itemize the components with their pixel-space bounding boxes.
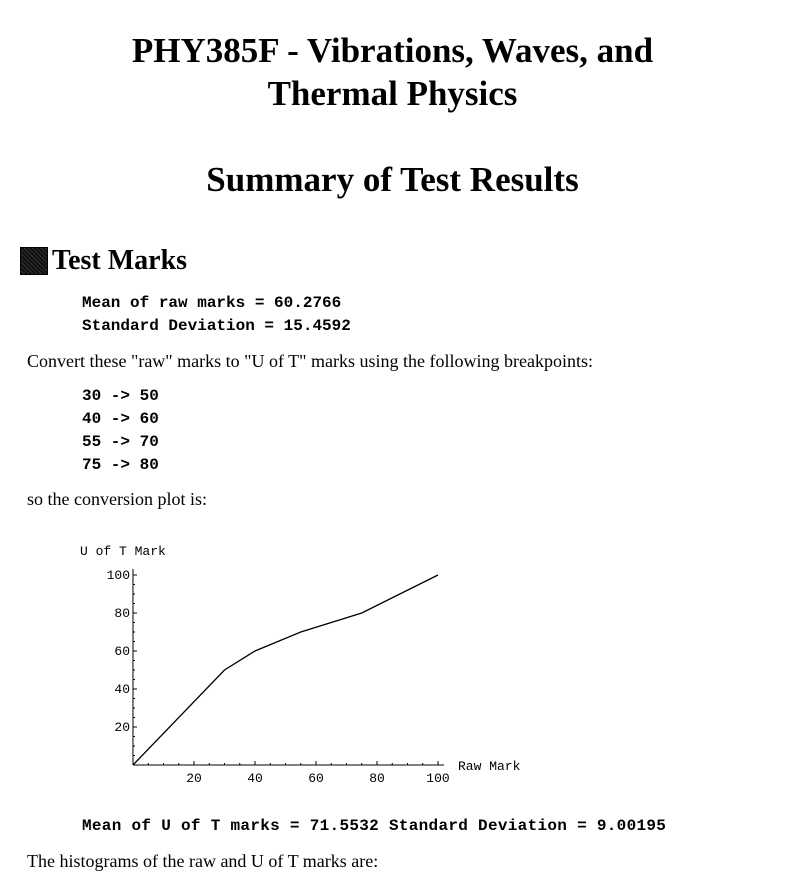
x-tick-label: 40	[247, 771, 263, 786]
convert-paragraph: Convert these "raw" marks to "U of T" marks using the following breakpoints:	[27, 351, 593, 371]
y-tick-label: 80	[114, 606, 130, 621]
breakpoint-list	[82, 385, 159, 477]
x-tick-label: 100	[426, 771, 450, 786]
uoft-stats: Mean of U of T marks = 71.5532 Standard Deviation = 9.00195	[82, 817, 667, 835]
document-subtitle: Summary of Test Results	[206, 160, 579, 199]
y-axis-label: U of T Mark	[80, 544, 166, 559]
raw-stats	[82, 292, 351, 338]
raw-mean: Mean of raw marks = 60.2766	[82, 294, 342, 312]
notebook-cell-icon	[20, 247, 48, 275]
x-tick-label: 60	[308, 771, 324, 786]
breakpoint: 75 -> 80	[82, 456, 159, 474]
document-title-line-1: PHY385F - Vibrations, Waves, and	[131, 31, 654, 70]
x-tick-label: 20	[186, 771, 202, 786]
y-tick-label: 100	[106, 568, 130, 583]
x-tick-label: 80	[369, 771, 385, 786]
section-heading	[20, 245, 187, 277]
raw-sd: Standard Deviation = 15.4592	[82, 317, 351, 335]
breakpoint: 55 -> 70	[82, 433, 159, 451]
plot-intro-paragraph: so the conversion plot is:	[27, 489, 207, 509]
breakpoint: 40 -> 60	[82, 410, 159, 428]
breakpoint: 30 -> 50	[82, 387, 159, 405]
y-tick-label: 60	[114, 644, 130, 659]
section-heading-text: Test Marks	[52, 245, 188, 276]
x-axis-label: Raw Mark	[458, 759, 521, 774]
conversion-line	[133, 575, 438, 765]
y-tick-label: 40	[114, 682, 130, 697]
document-title-line-2: Thermal Physics	[267, 74, 518, 113]
conversion-plot-svg	[70, 535, 550, 790]
conversion-plot	[70, 535, 550, 790]
histogram-intro-paragraph: The histograms of the raw and U of T marks are:	[27, 851, 379, 871]
y-tick-label: 20	[114, 720, 130, 735]
